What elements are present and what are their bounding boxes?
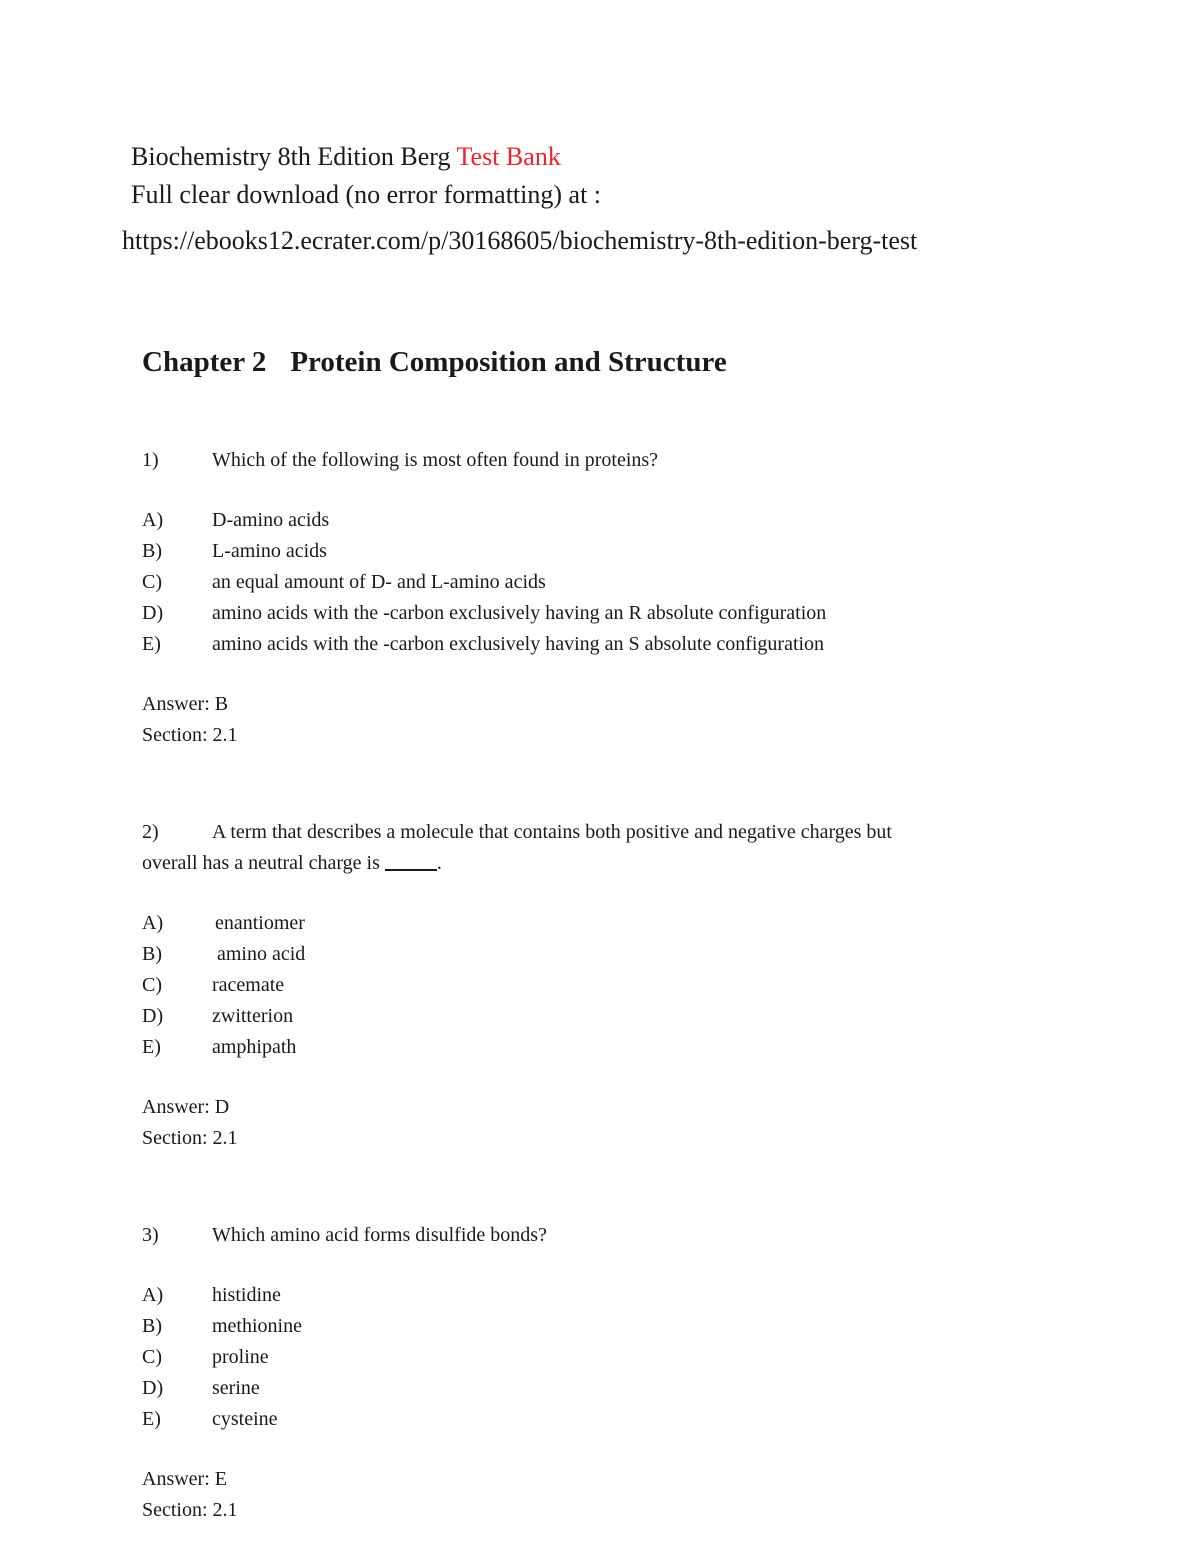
- option-text: racemate: [212, 974, 285, 996]
- option-label: B): [142, 540, 162, 562]
- option-text: proline: [212, 1346, 269, 1368]
- option-text: zwitterion: [212, 1005, 294, 1027]
- option-text: histidine: [212, 1284, 281, 1306]
- option-b: [142, 536, 1042, 567]
- chapter-number: Chapter 2: [142, 346, 267, 378]
- option-c: [142, 970, 1042, 1001]
- question-text-end: .: [436, 852, 442, 874]
- download-url[interactable]: https://ebooks12.ecrater.com/p/30168605/biochemistry-8th-edition-berg-test: [122, 226, 918, 255]
- option-a: [142, 1280, 1042, 1311]
- option-d: [142, 1001, 1042, 1032]
- subtitle: Full clear download (no error formatting) at :: [131, 180, 602, 209]
- option-text: serine: [212, 1377, 260, 1399]
- option-e: [142, 629, 1042, 660]
- question-text: Which of the following is most often found in proteins?: [212, 449, 659, 471]
- question-stem: [142, 1220, 1042, 1251]
- option-c: [142, 1342, 1042, 1373]
- question-stem: [142, 445, 1042, 476]
- question-stem: [142, 817, 1042, 879]
- question-text-line1: A term that describes a molecule that contains both positive and negative charges but: [212, 821, 892, 843]
- option-text: amphipath: [212, 1036, 297, 1058]
- question-text-line2: overall has a neutral charge is: [142, 852, 380, 874]
- option-label: C): [142, 571, 162, 593]
- option-text: amino acids with the -carbon exclusively having an R absolute configuration: [212, 602, 827, 624]
- test-bank-link[interactable]: Test Bank: [456, 142, 561, 171]
- header: [131, 138, 601, 214]
- question-2: [142, 817, 1042, 1154]
- option-b: [142, 939, 1042, 970]
- option-label: A): [142, 912, 164, 934]
- option-e: [142, 1404, 1042, 1435]
- option-label: B): [142, 1315, 162, 1337]
- option-c: [142, 567, 1042, 598]
- option-b: [142, 1311, 1042, 1342]
- option-label: D): [142, 1005, 164, 1027]
- option-d: [142, 598, 1042, 629]
- answer: Answer: E: [142, 1468, 227, 1490]
- option-label: E): [142, 1036, 161, 1058]
- option-label: A): [142, 1284, 164, 1306]
- option-label: B): [142, 943, 162, 965]
- chapter-heading: [142, 346, 727, 379]
- option-text: amino acids with the -carbon exclusively having an S absolute configuration: [212, 633, 825, 655]
- title-line: [131, 138, 601, 176]
- answer-blank: [385, 869, 437, 871]
- question-number: 3): [142, 1224, 159, 1246]
- chapter-title: Protein Composition and Structure: [290, 346, 727, 378]
- question-3: [142, 1220, 1042, 1526]
- option-text: amino acid: [217, 943, 306, 965]
- option-label: D): [142, 1377, 164, 1399]
- question-number: 1): [142, 449, 159, 471]
- option-label: C): [142, 974, 162, 996]
- question-number: 2): [142, 821, 159, 843]
- option-a: [142, 505, 1042, 536]
- option-label: E): [142, 1408, 161, 1430]
- option-text: D-amino acids: [212, 509, 330, 531]
- option-text: enantiomer: [215, 912, 305, 934]
- title-prefix: Biochemistry 8th Edition Berg: [131, 142, 457, 171]
- option-text: cysteine: [212, 1408, 278, 1430]
- option-label: E): [142, 633, 161, 655]
- section: Section: 2.1: [142, 1127, 238, 1149]
- answer: Answer: D: [142, 1096, 230, 1118]
- section: Section: 2.1: [142, 724, 238, 746]
- option-d: [142, 1373, 1042, 1404]
- question-text: Which amino acid forms disulfide bonds?: [212, 1224, 547, 1246]
- option-label: D): [142, 602, 164, 624]
- option-a: [142, 908, 1042, 939]
- option-e: [142, 1032, 1042, 1063]
- option-text: L-amino acids: [212, 540, 327, 562]
- option-text: methionine: [212, 1315, 302, 1337]
- option-label: C): [142, 1346, 162, 1368]
- option-text: an equal amount of D- and L-amino acids: [212, 571, 546, 593]
- section: Section: 2.1: [142, 1499, 238, 1521]
- question-1: [142, 445, 1042, 751]
- option-label: A): [142, 509, 164, 531]
- answer: Answer: B: [142, 693, 229, 715]
